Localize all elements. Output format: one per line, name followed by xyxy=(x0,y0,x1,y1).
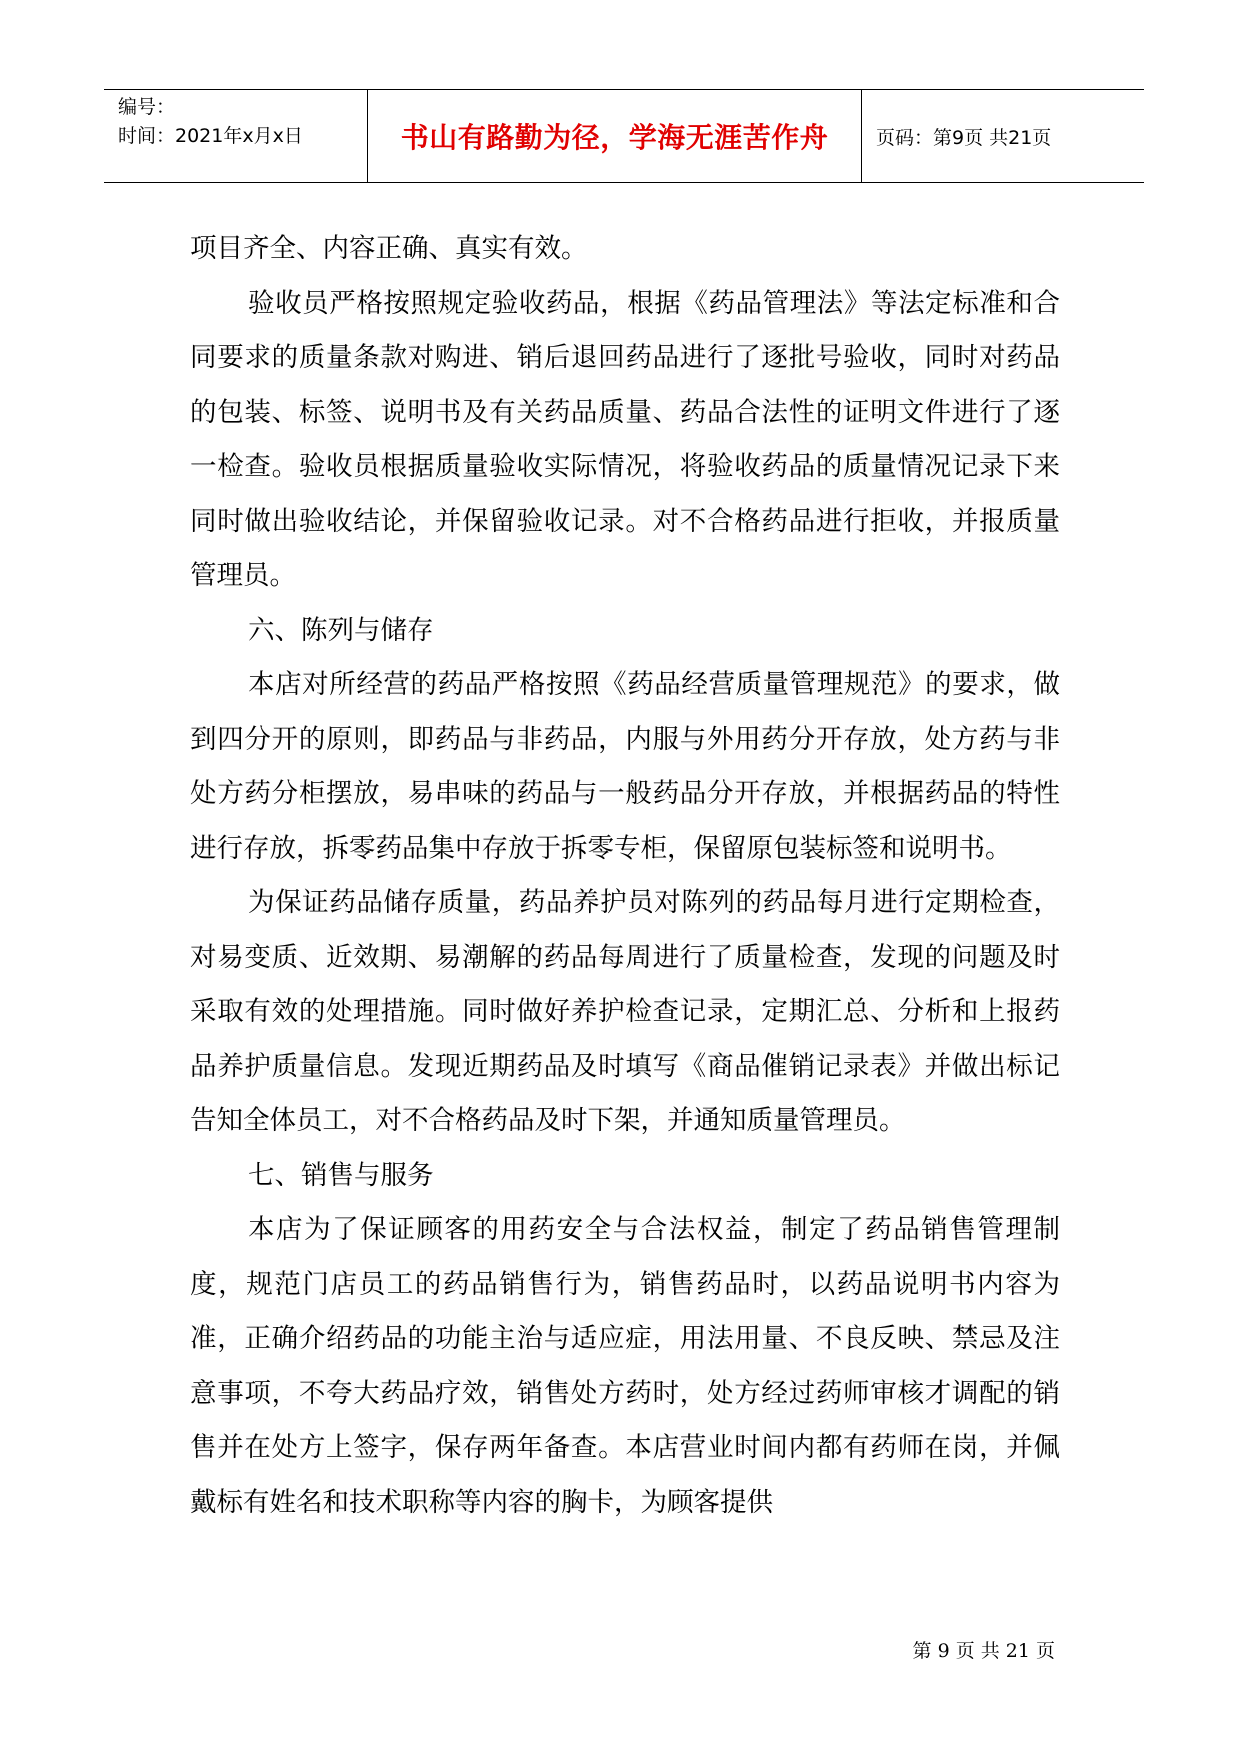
paragraph: 项目齐全、内容正确、真实有效。 xyxy=(190,233,588,264)
section-heading: 七、销售与服务 xyxy=(248,1159,434,1191)
paragraph: 本店为了保证顾客的用药安全与合法权益，制定了药品销售管理制度，规范门店员工的药品销售行为，销售药品时，以药品说明书内容为准，正确介绍药品的功能主治与适应症，用法用量、不良反映、禁忌及注意事项，不夸大药品疗效，销售处方药时，处方经过药师审核才调配的销售并在处方上签字，保存两年备查。本店营业时间内都有药师在岗，并佩戴标有姓名和技术职称等内容的胸卡，为顾客提供 xyxy=(190,1214,1060,1518)
paragraph: 验收员严格按照规定验收药品，根据《药品管理法》等法定标准和合同要求的质量条款对购进、销后退回药品进行了逐批号验收，同时对药品的包装、标签、说明书及有关药品质量、药品合法性的证明文件进行了逐一检查。验收员根据质量验收实际情况，将验收药品的质量情况记录下来同时做出验收结论，并保留验收记录。对不合格药品进行拒收，并报质量管理员。 xyxy=(190,287,1060,591)
header-motto: 书山有路勤为径，学海无涯苦作舟 xyxy=(400,121,829,154)
section-heading: 六、陈列与储存 xyxy=(248,614,434,646)
document-date: 时间：2021年x月x日 xyxy=(118,125,303,147)
header-page-cell xyxy=(862,90,1144,182)
paragraph: 为保证药品储存质量，药品养护员对陈列的药品每月进行定期检查，对易变质、近效期、易潮解的药品每周进行了质量检查，发现的问题及时采取有效的处理措施。同时做好养护检查记录，定期汇总、分析和上报药品养护质量信息。发现近期药品及时填写《商品催销记录表》并做出标记告知全体员工，对不合格药品及时下架，并通知质量管理员。 xyxy=(190,887,1060,1136)
document-header xyxy=(104,89,1144,183)
paragraph: 本店对所经营的药品严格按照《药品经营质量管理规范》的要求，做到四分开的原则，即药品与非药品，内服与外用药分开存放，处方药与非处方药分柜摆放，易串味的药品与一般药品分开存放，并根据药品的特性进行存放，拆零药品集中存放于拆零专柜，保留原包装标签和说明书。 xyxy=(190,669,1060,864)
document-body xyxy=(190,222,1060,1530)
header-page-code: 页码：第9页 共21页 xyxy=(876,126,1052,149)
page-footer: 第 9 页 共 21 页 xyxy=(912,1640,1055,1662)
header-motto-cell xyxy=(368,90,862,182)
document-number-label: 编号： xyxy=(118,96,176,118)
header-meta-cell xyxy=(104,90,368,182)
